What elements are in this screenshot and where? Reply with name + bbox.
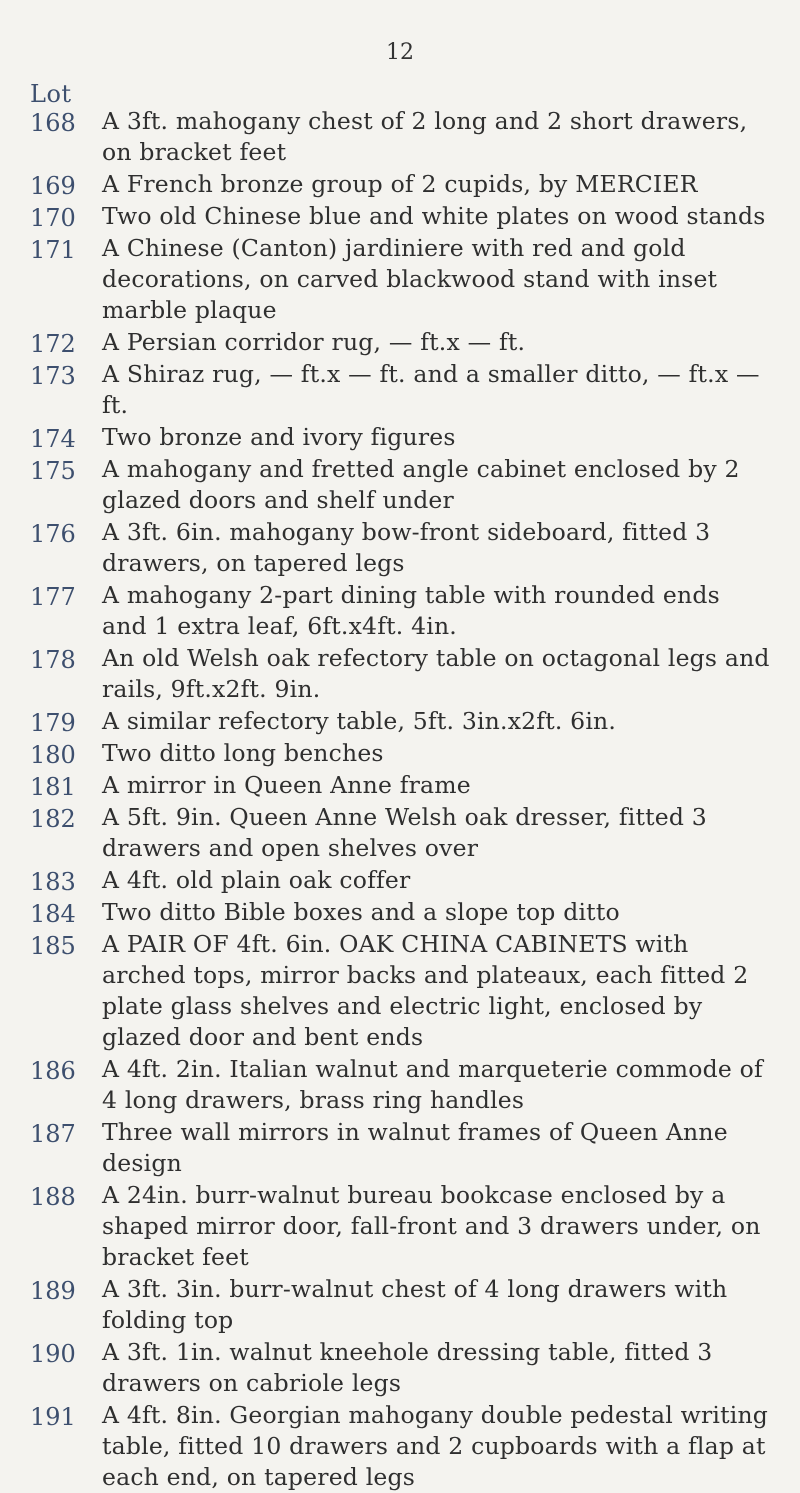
lot-description: A 24in. burr-walnut bureau bookcase enclosed by a shaped mirror door, fall-front and 3 drawers under, on bracket feet [102,1181,761,1271]
lot-description: Three wall mirrors in walnut frames of Queen Anne design [102,1118,728,1177]
lot-number: 178 [30,646,76,674]
lot-number: 177 [30,583,76,611]
lot-number: 187 [30,1120,76,1148]
lot-number: 173 [30,362,76,390]
lot-number: 169 [30,172,76,200]
lot-description: A mirror in Queen Anne frame [102,771,471,799]
lot-number: 189 [30,1277,76,1305]
lot-description: A mahogany and fretted angle cabinet enclosed by 2 glazed doors and shelf under [102,455,740,514]
lot-description: Two old Chinese blue and white plates on wood stands [102,202,766,230]
lot-number: 175 [30,457,76,485]
lot-number: 181 [30,773,76,801]
lot-description: Two bronze and ivory figures [102,423,456,451]
lot-description: A Persian corridor rug, — ft.x — ft. [102,328,526,356]
lot-description: Two ditto Bible boxes and a slope top ditto [102,898,620,926]
lot-description: Two ditto long benches [102,739,384,767]
lot-number: 185 [30,932,76,960]
lot-description: A 3ft. mahogany chest of 2 long and 2 short drawers, on bracket feet [102,107,748,166]
lot-number: 170 [30,204,76,232]
lot-description: A French bronze group of 2 cupids, by MERCIER [102,170,698,198]
lot-number: 174 [30,425,76,453]
lot-description: A 4ft. 8in. Georgian mahogany double pedestal writing table, fitted 10 drawers and 2 cupboards with a flap at each end, on tapered legs [102,1401,769,1491]
lot-description: A Chinese (Canton) jardiniere with red and gold decorations, on carved blackwood stand with inset marble plaque [102,234,718,324]
lot-description: A mahogany 2-part dining table with rounded ends and 1 extra leaf, 6ft.x4ft. 4in. [102,581,720,640]
lot-number: 180 [30,741,76,769]
lot-number: 176 [30,520,76,548]
lot-description: A 3ft. 3in. burr-walnut chest of 4 long drawers with folding top [102,1275,728,1334]
lot-description: A 3ft. 6in. mahogany bow-front sideboard, fitted 3 drawers, on tapered legs [102,518,711,577]
lot-description: A similar refectory table, 5ft. 3in.x2ft. 6in. [102,707,617,735]
lot-number: 182 [30,805,76,833]
lot-description: A 3ft. 1in. walnut kneehole dressing table, fitted 3 drawers on cabriole legs [102,1338,713,1397]
page-number: 12 [386,40,414,65]
lot-number: 186 [30,1057,76,1085]
lot-number: 172 [30,330,76,358]
lot-number: 168 [30,109,76,137]
lot-description: A 5ft. 9in. Queen Anne Welsh oak dresser, fitted 3 drawers and open shelves over [102,803,707,862]
lot-description: A 4ft. 2in. Italian walnut and marqueterie commode of 4 long drawers, brass ring handles [102,1055,763,1114]
lot-number: 190 [30,1340,76,1368]
lot-number: 183 [30,868,76,896]
lot-number: 171 [30,236,76,264]
lot-description: A 4ft. old plain oak coffer [102,866,411,894]
lot-number: 188 [30,1183,76,1211]
lot-number: 179 [30,709,76,737]
lot-number: 191 [30,1403,76,1431]
lot-description: A Shiraz rug, — ft.x — ft. and a smaller ditto, — ft.x — ft. [102,360,760,419]
lot-number: 184 [30,900,76,928]
lot-description: An old Welsh oak refectory table on octagonal legs and rails, 9ft.x2ft. 9in. [102,644,770,703]
lot-description: A PAIR OF 4ft. 6in. OAK CHINA CABINETS with arched tops, mirror backs and plateaux, each fitted 2 plate glass shelves and electric light, enclosed by glazed door and bent ends [102,930,749,1051]
lot-column-heading: Lot [30,80,72,108]
